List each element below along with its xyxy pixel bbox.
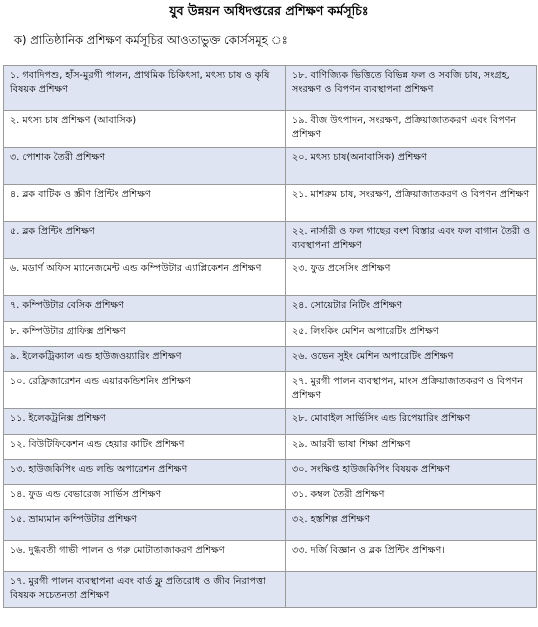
- course-cell: ৩২. হস্তশিল্প প্রশিক্ষণ: [286, 510, 537, 541]
- course-cell: ৩৩. দর্জি বিজ্ঞান ও ব্লক প্রিন্টিং প্রশিক্ষণ।: [286, 541, 537, 572]
- page-title: যুব উন্নয়ন অধিদপ্তরের প্রশিক্ষণ কর্মসূচিঃ: [169, 3, 369, 18]
- course-cell: ১৯. বীজ উৎপাদন, সংরক্ষণ, প্রক্রিয়াজাতকরণ এবং বিপণন প্রশিক্ষণ: [286, 111, 537, 148]
- course-cell: ৩০. সংক্ষিপ্ত হাউজকিপিং বিষয়ক প্রশিক্ষণ: [286, 460, 537, 485]
- course-cell: ২৩. ফুড প্রসেসিং প্রশিক্ষণ: [286, 259, 537, 296]
- course-cell: ১১. ইলেকট্রনিক্স প্রশিক্ষণ: [4, 409, 286, 435]
- table-row: [4, 435, 537, 460]
- course-cell: ৮. কম্পিউটার গ্রাফিক্স প্রশিক্ষণ: [4, 322, 286, 347]
- section-subtitle: ক) প্রাতিষ্ঠানিক প্রশিক্ষণ কর্মসূচির আওতাভুক্ত কোর্সসমূহ ঃ: [14, 33, 288, 47]
- table-row: [4, 259, 537, 296]
- course-cell: ১৫. ভ্রাম্যমান কম্পিউটার প্রশিক্ষণ: [4, 510, 286, 541]
- table-row: [4, 460, 537, 485]
- course-cell: ২৭. মুরগী পালন ব্যবস্থাপন, মাংস প্রক্রিয়াজাতকরণ ও বিপণন প্রশিক্ষণ: [286, 372, 537, 409]
- course-cell: ১৮. বাণিজ্যিক ভিত্তিতে বিভিন্ন ফল ও সবজি চাষ, সংগ্রহ, সংরক্ষণ ও বিপণন ব্যবস্থাপনা প্রশিক্ষণ: [286, 66, 537, 111]
- course-cell: ২৫. লিংকিং মেশিন অপারেটিং প্রশিক্ষণ: [286, 322, 537, 347]
- table-row: [4, 409, 537, 435]
- course-cell: ২০. মৎস্য চাষ(অনাবাসিক) প্রশিক্ষণ: [286, 148, 537, 185]
- courses-table: [3, 65, 537, 608]
- table-row: [4, 510, 537, 541]
- table-row: [4, 222, 537, 259]
- course-cell: ২. মৎস্য চাষ প্রশিক্ষণ (আবাসিক): [4, 111, 286, 148]
- course-cell: ৭. কম্পিউটার বেসিক প্রশিক্ষণ: [4, 296, 286, 322]
- table-row: [4, 111, 537, 148]
- table-row: [4, 572, 537, 608]
- table-row: [4, 372, 537, 409]
- table-row: [4, 296, 537, 322]
- course-cell: ১২. বিউটিফিকেশন এন্ড হেয়ার কাটিং প্রশিক্ষণ: [4, 435, 286, 460]
- course-cell: [286, 572, 537, 608]
- course-cell: ১৭. মুরগী পালন ব্যবস্থাপনা এবং বার্ড ফ্লু প্রতিরোধ ও জীব নিরাপত্তা বিষয়ক সচেতনতা প্রশিক্ষণ: [4, 572, 286, 608]
- course-cell: ২১. মাশরুম চাষ, সংরক্ষণ, প্রক্রিয়াজাতকরণ ও বিপণন প্রশিক্ষণ: [286, 185, 537, 222]
- course-cell: ২৮. মোবাইল সার্ভিসিং এন্ড রিপেয়ারিং প্রশিক্ষণ: [286, 409, 537, 435]
- course-cell: ২৯. আরবী ভাষা শিক্ষা প্রশিক্ষণ: [286, 435, 537, 460]
- table-row: [4, 185, 537, 222]
- table-row: [4, 485, 537, 510]
- course-cell: ১৪. ফুড এন্ড বেভারেজ সার্ভিস প্রশিক্ষণ: [4, 485, 286, 510]
- course-cell: ৯. ইলেকট্রিক্যাল এন্ড হাউজওয়্যারিং প্রশিক্ষণ: [4, 347, 286, 372]
- table-row: [4, 148, 537, 185]
- course-cell: ২২. নার্সারী ও ফল গাছের বংশ বিস্তার এবং ফল বাগান তৈরী ও ব্যবস্থাপনা প্রশিক্ষণ: [286, 222, 537, 259]
- course-cell: ৪. ব্লক বাটিক ও স্ক্রীণ প্রিন্টিং প্রশিক্ষণ: [4, 185, 286, 222]
- course-cell: ৩. পোশাক তৈরী প্রশিক্ষণ: [4, 148, 286, 185]
- table-row: [4, 541, 537, 572]
- course-cell: ২৪. সোয়েটার নিটিং প্রশিক্ষণ: [286, 296, 537, 322]
- table-row: [4, 66, 537, 111]
- table-row: [4, 347, 537, 372]
- course-cell: ১. গবাদিপশু, হাঁস-মুরগী পালন, প্রাথমিক চিকিৎসা, মৎস্য চাষ ও কৃষি বিষয়ক প্রশিক্ষণ: [4, 66, 286, 111]
- course-cell: ১০. রেফ্রিজারেশন এন্ড এয়ারকন্ডিশনিং প্রশিক্ষণ: [4, 372, 286, 409]
- course-cell: ১৬. দুগ্ধবতী গাভী পালন ও গরু মোটাতাজাকরণ প্রশিক্ষণ: [4, 541, 286, 572]
- course-cell: ৫. ব্লক প্রিন্টিং প্রশিক্ষণ: [4, 222, 286, 259]
- course-cell: ৩১. কম্বল তৈরী প্রশিক্ষণ: [286, 485, 537, 510]
- course-cell: ১৩. হাউজকিপিং এন্ড লন্ডি অপারেশন প্রশিক্ষণ: [4, 460, 286, 485]
- course-cell: ২৬. ওভেন সুইং মেশিন অপারেটিং প্রশিক্ষণ: [286, 347, 537, 372]
- course-cell: ৬. মডার্ণ অফিস ম্যানেজমেন্ট এন্ড কম্পিউটার এ্যাপ্লিকেশন প্রশিক্ষণ: [4, 259, 286, 296]
- table-row: [4, 322, 537, 347]
